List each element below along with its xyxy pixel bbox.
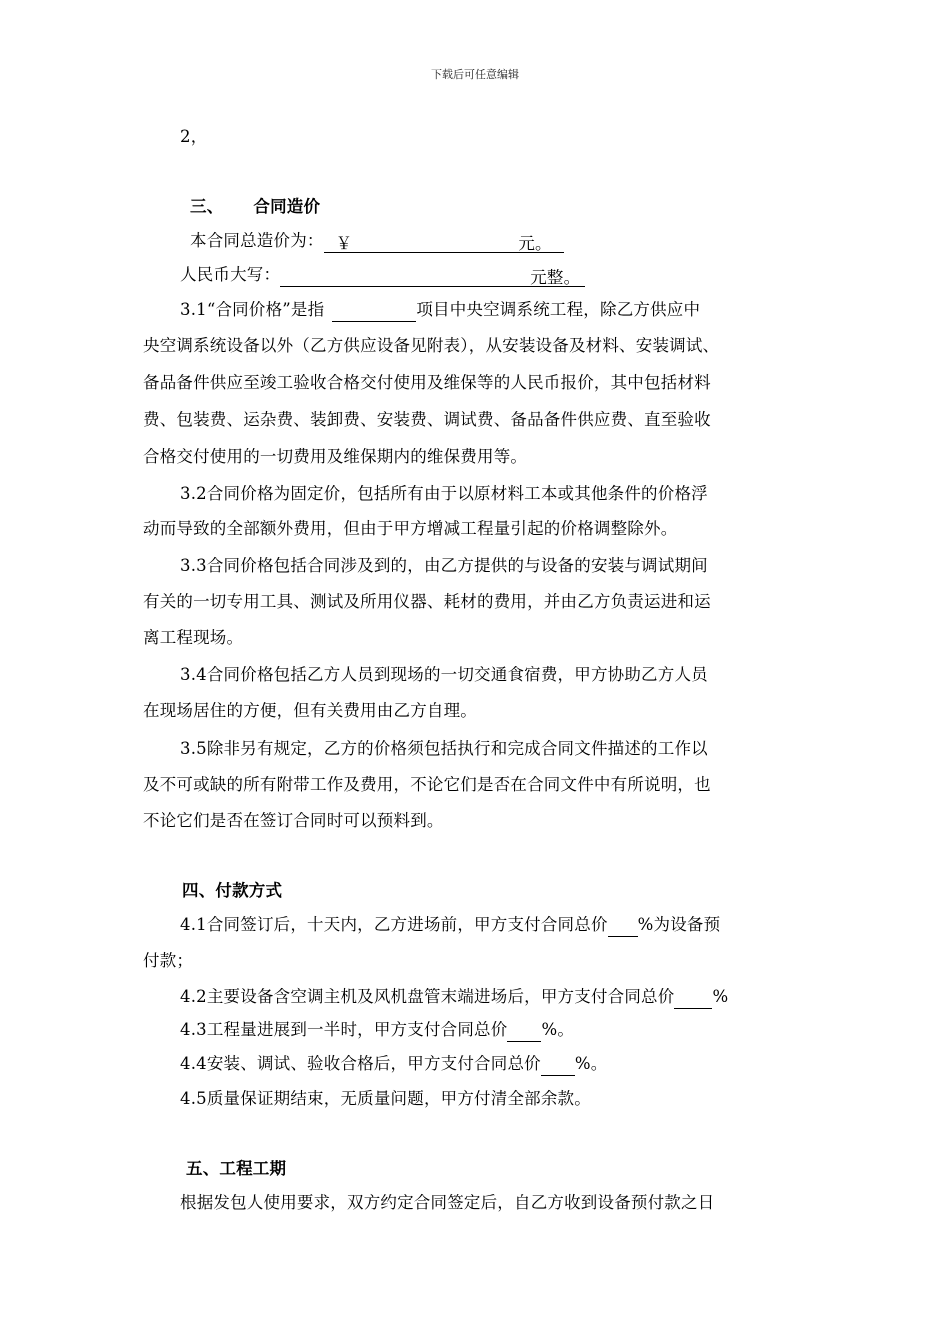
clause-3-4-line-2: 在现场居住的方便，但有关费用由乙方自理。	[143, 701, 477, 720]
section-5-heading: 五、工程工期	[186, 1159, 287, 1178]
clause-3-4-line-1: 3.4合同价格包括乙方人员到现场的一切交通食宿费，甲方协助乙方人员	[180, 665, 708, 684]
clause-4-4-text-a: 4.4安装、调试、验收合格后，甲方支付合同总价	[180, 1054, 541, 1073]
clause-3-2-line-2: 动而导致的全部额外费用，但由于甲方增减工程量引起的价格调整除外。	[143, 519, 678, 538]
clause-4-4-line	[180, 1052, 607, 1076]
clause-4-1-line-2: 付款；	[143, 951, 194, 970]
clause-3-2-line-1: 3.2合同价格为固定价，包括所有由于以原材料工本或其他条件的价格浮	[180, 484, 708, 503]
clause-3-3-line-3: 离工程现场。	[143, 628, 244, 647]
clause-4-3-text-a: 4.3工程量进展到一半时，甲方支付合同总价	[180, 1020, 508, 1039]
section-3-title: 合同造价	[253, 197, 321, 216]
clause-3-5-line-2: 及不可或缺的所有附带工作及费用，不论它们是否在合同文件中有所说明，也	[143, 775, 711, 794]
total-price-field[interactable]	[324, 232, 564, 253]
total-price-label: 本合同总造价为：	[190, 231, 324, 250]
clause-3-5-line-1: 3.5除非另有规定，乙方的价格须包括执行和完成合同文件描述的工作以	[180, 739, 708, 758]
clause-3-1-line-2: 央空调系统设备以外（乙方供应设备见附表），从安装设备及材料、安装调试、	[143, 336, 720, 355]
section-5-line-1: 根据发包人使用要求，双方约定合同签定后，自乙方收到设备预付款之日	[180, 1193, 715, 1212]
yuan-whole-unit: 元整。	[530, 268, 581, 287]
section-3-number: 三、	[190, 197, 224, 216]
payment-percent-4-3[interactable]	[507, 1021, 541, 1042]
clause-3-1-text-a: 3.1“合同价格”是指	[180, 300, 325, 319]
list-continuation: 2，	[180, 127, 208, 146]
clause-3-1-line-1	[180, 298, 700, 322]
clause-3-3-line-2: 有关的一切专用工具、测试及所用仪器、耗材的费用，并由乙方负责运进和运	[143, 592, 711, 611]
clause-4-2-line	[180, 985, 728, 1009]
rmb-words-field[interactable]	[280, 266, 585, 287]
clause-3-1-line-4: 费、包装费、运杂费、装卸费、安装费、调试费、备品备件供应费、直至验收	[143, 410, 711, 429]
clause-4-1-text-a: 4.1合同签订后，十天内，乙方进场前，甲方支付合同总价	[180, 915, 608, 934]
yen-sign: ￥	[335, 234, 353, 253]
clause-3-1-line-3: 备品备件供应至竣工验收合格交付使用及维保等的人民币报价，其中包括材料	[143, 373, 711, 392]
clause-4-3-line	[180, 1018, 574, 1042]
clause-4-4-text-b: %。	[574, 1054, 608, 1073]
payment-percent-4-2[interactable]	[674, 988, 712, 1009]
clause-3-5-line-3: 不论它们是否在签订合同时可以预料到。	[143, 811, 444, 830]
clause-3-1-text-b: 项目中央空调系统工程，除乙方供应中	[416, 300, 701, 319]
clause-3-3-line-1: 3.3合同价格包括合同涉及到的，由乙方提供的与设备的安装与调试期间	[180, 556, 708, 575]
section-4-heading: 四、付款方式	[182, 881, 283, 900]
clause-4-3-text-b: %。	[541, 1020, 575, 1039]
page-header: 下载后可任意编辑	[431, 68, 519, 81]
section-3-heading	[190, 195, 320, 219]
payment-percent-4-4[interactable]	[541, 1055, 575, 1076]
project-name-field[interactable]	[332, 301, 416, 322]
yuan-unit: 元。	[518, 234, 552, 253]
clause-4-1-line-1	[180, 913, 720, 937]
payment-percent-4-1[interactable]	[608, 916, 638, 937]
clause-4-1-text-b: %为设备预	[637, 915, 721, 934]
clause-4-2-text-b: %	[712, 987, 729, 1006]
clause-3-1-line-5: 合格交付使用的一切费用及维保期内的维保费用等。	[143, 447, 528, 466]
total-price-line	[190, 229, 564, 253]
clause-4-5-line: 4.5质量保证期结束，无质量问题，甲方付清全部余款。	[180, 1089, 591, 1108]
rmb-words-label: 人民币大写：	[180, 265, 281, 284]
clause-4-2-text-a: 4.2主要设备含空调主机及风机盘管末端进场后，甲方支付合同总价	[180, 987, 675, 1006]
rmb-words-line	[180, 263, 585, 287]
